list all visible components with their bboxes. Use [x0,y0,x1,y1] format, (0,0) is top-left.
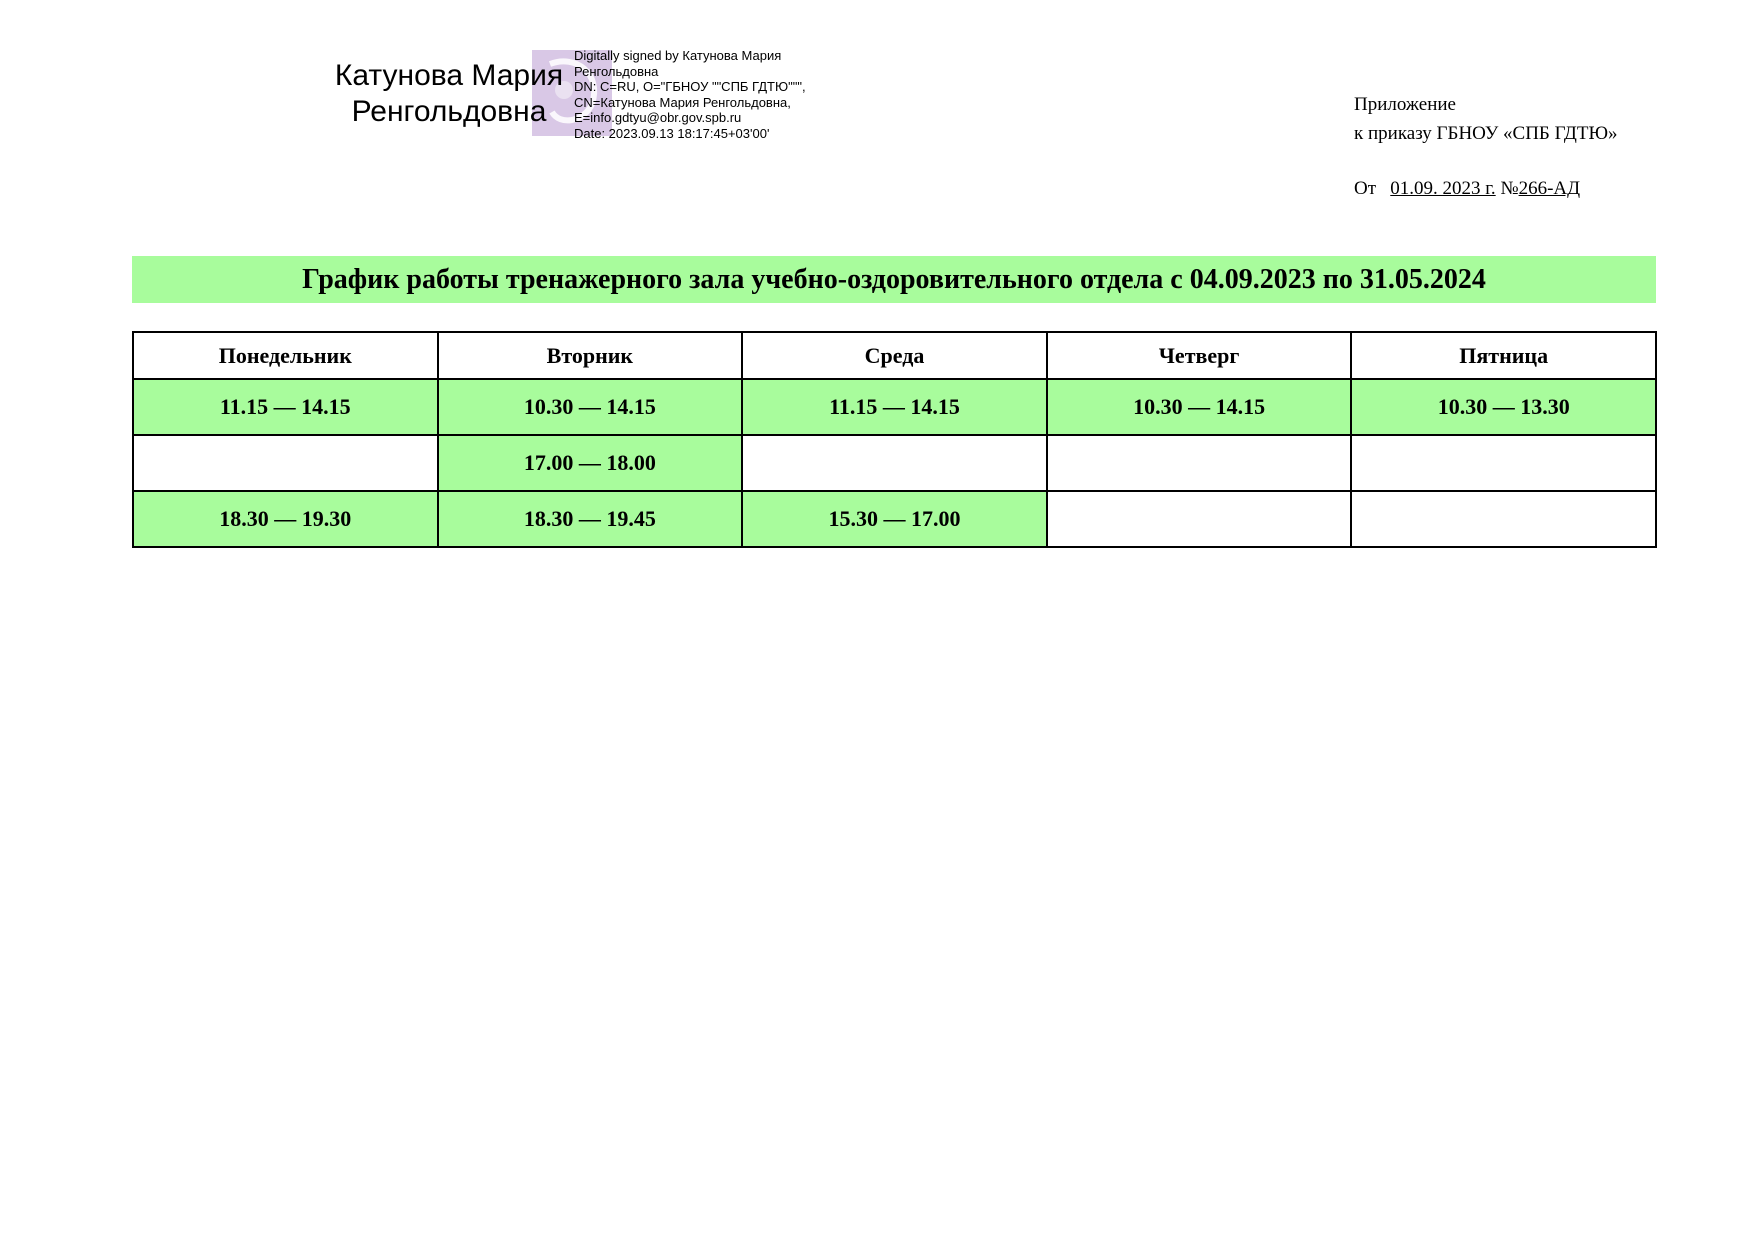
signer-name-line1: Катунова Мария [334,59,564,92]
order-number-sign: № [1500,178,1519,199]
signature-detail-line: CN=Катунова Мария Ренгольдовна, [574,94,791,110]
signature-detail-line: DN: C=RU, O="ГБНОУ ""СПБ ГДТЮ""", [574,79,806,94]
digital-signature [326,48,846,148]
schedule-cell: 11.15 — 14.15 [742,379,1047,435]
schedule-cell [742,435,1047,491]
schedule-cell: 11.15 — 14.15 [133,379,438,435]
header-thursday: Четверг [1047,332,1352,379]
signature-detail-line: Date: 2023.09.13 18:17:45+03'00' [574,125,770,141]
signature-detail-line: Digitally signed by Катунова Мария [574,48,782,63]
table-row [133,435,1656,491]
schedule-cell [1351,491,1656,547]
table-row [133,491,1656,547]
signer-name-line2: Ренгольдовна [351,95,547,128]
header-friday: Пятница [1351,332,1656,379]
schedule-cell: 15.30 — 17.00 [742,491,1047,547]
order-date: 01.09. 2023 г. [1390,178,1496,199]
header-tuesday: Вторник [438,332,743,379]
table-header-row [133,332,1656,379]
schedule-cell: 18.30 — 19.45 [438,491,743,547]
schedule-cell: 18.30 — 19.30 [133,491,438,547]
order-line [1354,174,1618,203]
schedule-cell: 10.30 — 14.15 [1047,379,1352,435]
schedule-cell [1351,435,1656,491]
signature-details [574,48,806,141]
schedule-cell [133,435,438,491]
signature-detail-line: Ренгольдовна [574,63,659,79]
order-prefix: От [1354,178,1377,199]
table-row [133,379,1656,435]
schedule-cell: 10.30 — 14.15 [438,379,743,435]
appendix-label: Приложение [1354,94,1456,115]
appendix-header [1354,90,1618,203]
order-number: 266-АД [1518,178,1581,199]
schedule-cell: 10.30 — 13.30 [1351,379,1656,435]
schedule-title: График работы тренажерного зала учебно-оздоровительного отдела с 04.09.2023 по 31.05.2024 [132,256,1656,303]
schedule-table [132,331,1657,548]
appendix-order-ref: к приказу ГБНОУ «СПБ ГДТЮ» [1354,123,1618,144]
schedule-cell [1047,491,1352,547]
header-wednesday: Среда [742,332,1047,379]
schedule-cell: 17.00 — 18.00 [438,435,743,491]
header-monday: Понедельник [133,332,438,379]
signer-name [326,58,572,130]
schedule-cell [1047,435,1352,491]
signature-detail-line: E=info.gdtyu@obr.gov.spb.ru [574,110,742,125]
